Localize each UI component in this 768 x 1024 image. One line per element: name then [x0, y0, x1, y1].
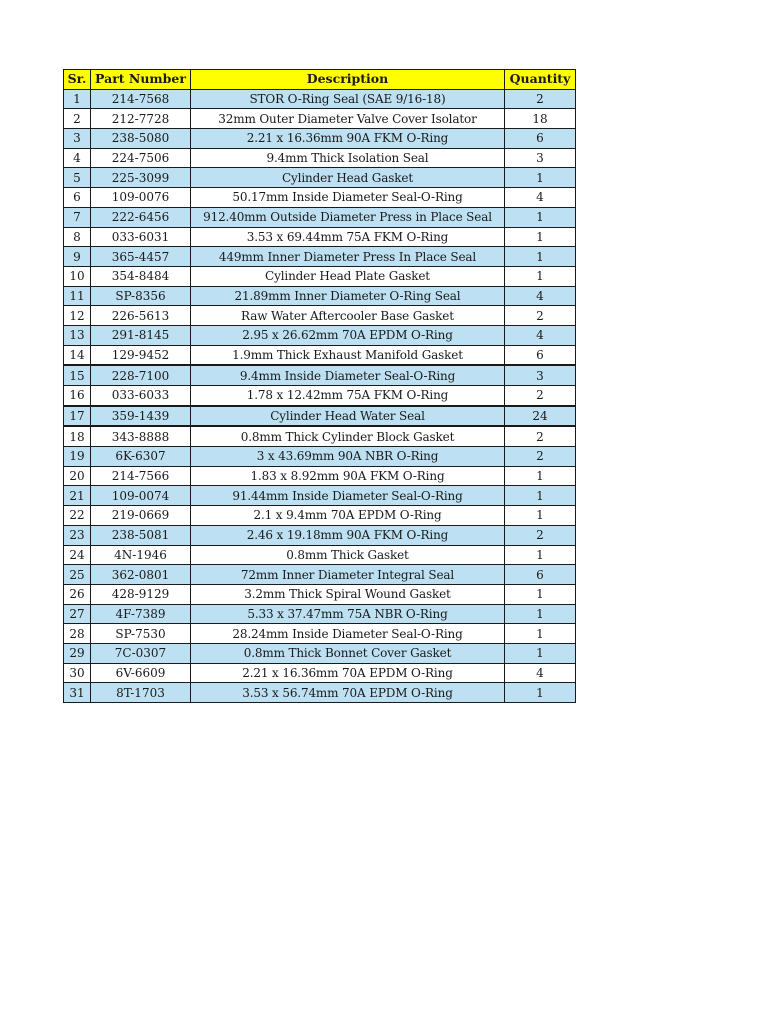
- cell-part-number: 343-8888: [91, 426, 191, 446]
- cell-quantity: 1: [505, 266, 576, 286]
- table-row: [64, 604, 576, 624]
- cell-description: Raw Water Aftercooler Base Gasket: [191, 306, 505, 326]
- table-row: [64, 663, 576, 683]
- cell-quantity: 1: [505, 624, 576, 644]
- cell-sr: 5: [64, 168, 91, 188]
- cell-description: 5.33 x 37.47mm 75A NBR O-Ring: [191, 604, 505, 624]
- cell-part-number: 212-7728: [91, 109, 191, 129]
- cell-quantity: 1: [505, 604, 576, 624]
- table-header: [64, 70, 576, 90]
- cell-part-number: 365-4457: [91, 247, 191, 267]
- cell-quantity: 1: [505, 683, 576, 703]
- table-row: [64, 643, 576, 663]
- cell-part-number: 219-0669: [91, 506, 191, 526]
- cell-part-number: 109-0076: [91, 188, 191, 208]
- cell-quantity: 1: [505, 545, 576, 565]
- cell-sr: 20: [64, 466, 91, 486]
- table-row: [64, 129, 576, 149]
- table-row: [64, 486, 576, 506]
- table-row: [64, 247, 576, 267]
- cell-sr: 15: [64, 365, 91, 385]
- cell-sr: 18: [64, 426, 91, 446]
- cell-description: 3 x 43.69mm 90A NBR O-Ring: [191, 447, 505, 467]
- cell-description: Cylinder Head Gasket: [191, 168, 505, 188]
- cell-description: 2.95 x 26.62mm 70A EPDM O-Ring: [191, 325, 505, 345]
- cell-sr: 14: [64, 345, 91, 365]
- cell-quantity: 6: [505, 129, 576, 149]
- table-row: [64, 207, 576, 227]
- cell-part-number: 109-0074: [91, 486, 191, 506]
- cell-part-number: 033-6033: [91, 386, 191, 406]
- cell-description: 0.8mm Thick Cylinder Block Gasket: [191, 426, 505, 446]
- cell-part-number: 291-8145: [91, 325, 191, 345]
- table-row: [64, 306, 576, 326]
- cell-sr: 1: [64, 89, 91, 109]
- cell-quantity: 1: [505, 466, 576, 486]
- cell-description: Cylinder Head Plate Gasket: [191, 266, 505, 286]
- cell-sr: 11: [64, 286, 91, 306]
- cell-description: 1.83 x 8.92mm 90A FKM O-Ring: [191, 466, 505, 486]
- cell-sr: 3: [64, 129, 91, 149]
- cell-quantity: 1: [505, 247, 576, 267]
- cell-description: STOR O-Ring Seal (SAE 9/16-18): [191, 89, 505, 109]
- cell-quantity: 2: [505, 525, 576, 545]
- table-row: [64, 624, 576, 644]
- cell-sr: 8: [64, 227, 91, 247]
- table-row: [64, 365, 576, 385]
- cell-part-number: 224-7506: [91, 148, 191, 168]
- cell-part-number: 6K-6307: [91, 447, 191, 467]
- cell-description: 2.21 x 16.36mm 90A FKM O-Ring: [191, 129, 505, 149]
- cell-sr: 10: [64, 266, 91, 286]
- cell-sr: 28: [64, 624, 91, 644]
- cell-description: 0.8mm Thick Bonnet Cover Gasket: [191, 643, 505, 663]
- cell-sr: 26: [64, 584, 91, 604]
- cell-quantity: 1: [505, 584, 576, 604]
- cell-description: 3.2mm Thick Spiral Wound Gasket: [191, 584, 505, 604]
- cell-sr: 13: [64, 325, 91, 345]
- cell-sr: 27: [64, 604, 91, 624]
- cell-sr: 31: [64, 683, 91, 703]
- cell-quantity: 24: [505, 406, 576, 427]
- table-row: [64, 426, 576, 446]
- cell-quantity: 1: [505, 207, 576, 227]
- cell-part-number: SP-8356: [91, 286, 191, 306]
- cell-sr: 16: [64, 386, 91, 406]
- cell-quantity: 4: [505, 286, 576, 306]
- cell-description: 50.17mm Inside Diameter Seal-O-Ring: [191, 188, 505, 208]
- cell-sr: 21: [64, 486, 91, 506]
- cell-quantity: 2: [505, 426, 576, 446]
- cell-part-number: 226-5613: [91, 306, 191, 326]
- cell-description: 9.4mm Inside Diameter Seal-O-Ring: [191, 365, 505, 385]
- cell-part-number: 238-5081: [91, 525, 191, 545]
- cell-part-number: 362-0801: [91, 565, 191, 585]
- cell-sr: 12: [64, 306, 91, 326]
- table-row: [64, 345, 576, 365]
- cell-sr: 4: [64, 148, 91, 168]
- table-row: [64, 109, 576, 129]
- table-row: [64, 325, 576, 345]
- cell-part-number: SP-7530: [91, 624, 191, 644]
- table-row: [64, 406, 576, 427]
- cell-quantity: 2: [505, 306, 576, 326]
- cell-sr: 22: [64, 506, 91, 526]
- cell-quantity: 1: [505, 227, 576, 247]
- cell-part-number: 033-6031: [91, 227, 191, 247]
- cell-description: 32mm Outer Diameter Valve Cover Isolator: [191, 109, 505, 129]
- cell-quantity: 4: [505, 325, 576, 345]
- cell-quantity: 4: [505, 663, 576, 683]
- cell-sr: 24: [64, 545, 91, 565]
- cell-sr: 25: [64, 565, 91, 585]
- cell-part-number: 228-7100: [91, 365, 191, 385]
- cell-sr: 19: [64, 447, 91, 467]
- cell-sr: 6: [64, 188, 91, 208]
- header-description: Description: [191, 70, 505, 90]
- cell-description: 0.8mm Thick Gasket: [191, 545, 505, 565]
- table-row: [64, 466, 576, 486]
- cell-description: 21.89mm Inner Diameter O-Ring Seal: [191, 286, 505, 306]
- cell-part-number: 6V-6609: [91, 663, 191, 683]
- header-row: [64, 70, 576, 90]
- cell-description: 9.4mm Thick Isolation Seal: [191, 148, 505, 168]
- cell-description: 912.40mm Outside Diameter Press in Place Seal: [191, 207, 505, 227]
- table-row: [64, 683, 576, 703]
- cell-quantity: 2: [505, 89, 576, 109]
- cell-part-number: 4N-1946: [91, 545, 191, 565]
- table-row: [64, 506, 576, 526]
- table-row: [64, 89, 576, 109]
- cell-quantity: 2: [505, 386, 576, 406]
- cell-quantity: 3: [505, 365, 576, 385]
- table-row: [64, 266, 576, 286]
- parts-sheet: [63, 69, 576, 703]
- cell-quantity: 1: [505, 168, 576, 188]
- cell-description: 91.44mm Inside Diameter Seal-O-Ring: [191, 486, 505, 506]
- cell-quantity: 2: [505, 447, 576, 467]
- table-row: [64, 545, 576, 565]
- table-row: [64, 565, 576, 585]
- cell-part-number: 238-5080: [91, 129, 191, 149]
- cell-sr: 29: [64, 643, 91, 663]
- cell-description: 3.53 x 69.44mm 75A FKM O-Ring: [191, 227, 505, 247]
- cell-part-number: 225-3099: [91, 168, 191, 188]
- cell-sr: 23: [64, 525, 91, 545]
- table-row: [64, 227, 576, 247]
- cell-quantity: 1: [505, 643, 576, 663]
- table-row: [64, 525, 576, 545]
- cell-description: 1.78 x 12.42mm 75A FKM O-Ring: [191, 386, 505, 406]
- cell-description: 2.21 x 16.36mm 70A EPDM O-Ring: [191, 663, 505, 683]
- cell-quantity: 6: [505, 565, 576, 585]
- cell-part-number: 214-7566: [91, 466, 191, 486]
- cell-part-number: 4F-7389: [91, 604, 191, 624]
- header-part-number: Part Number: [91, 70, 191, 90]
- cell-description: 2.46 x 19.18mm 90A FKM O-Ring: [191, 525, 505, 545]
- header-quantity: Quantity: [505, 70, 576, 90]
- cell-description: 449mm Inner Diameter Press In Place Seal: [191, 247, 505, 267]
- table-body: [64, 89, 576, 702]
- cell-description: 1.9mm Thick Exhaust Manifold Gasket: [191, 345, 505, 365]
- cell-description: 72mm Inner Diameter Integral Seal: [191, 565, 505, 585]
- cell-part-number: 129-9452: [91, 345, 191, 365]
- table-row: [64, 168, 576, 188]
- cell-sr: 2: [64, 109, 91, 129]
- cell-part-number: 222-6456: [91, 207, 191, 227]
- cell-part-number: 8T-1703: [91, 683, 191, 703]
- table-row: [64, 286, 576, 306]
- header-sr: Sr.: [64, 70, 91, 90]
- table-row: [64, 447, 576, 467]
- cell-part-number: 354-8484: [91, 266, 191, 286]
- table-row: [64, 188, 576, 208]
- cell-quantity: 3: [505, 148, 576, 168]
- cell-quantity: 6: [505, 345, 576, 365]
- cell-description: 3.53 x 56.74mm 70A EPDM O-Ring: [191, 683, 505, 703]
- cell-quantity: 4: [505, 188, 576, 208]
- cell-part-number: 359-1439: [91, 406, 191, 427]
- cell-description: 2.1 x 9.4mm 70A EPDM O-Ring: [191, 506, 505, 526]
- cell-description: Cylinder Head Water Seal: [191, 406, 505, 427]
- cell-part-number: 7C-0307: [91, 643, 191, 663]
- cell-part-number: 214-7568: [91, 89, 191, 109]
- table-row: [64, 386, 576, 406]
- cell-sr: 9: [64, 247, 91, 267]
- cell-sr: 30: [64, 663, 91, 683]
- parts-table: [63, 69, 576, 703]
- cell-sr: 17: [64, 406, 91, 427]
- table-row: [64, 584, 576, 604]
- cell-sr: 7: [64, 207, 91, 227]
- cell-description: 28.24mm Inside Diameter Seal-O-Ring: [191, 624, 505, 644]
- cell-part-number: 428-9129: [91, 584, 191, 604]
- cell-quantity: 1: [505, 506, 576, 526]
- table-row: [64, 148, 576, 168]
- cell-quantity: 1: [505, 486, 576, 506]
- cell-quantity: 18: [505, 109, 576, 129]
